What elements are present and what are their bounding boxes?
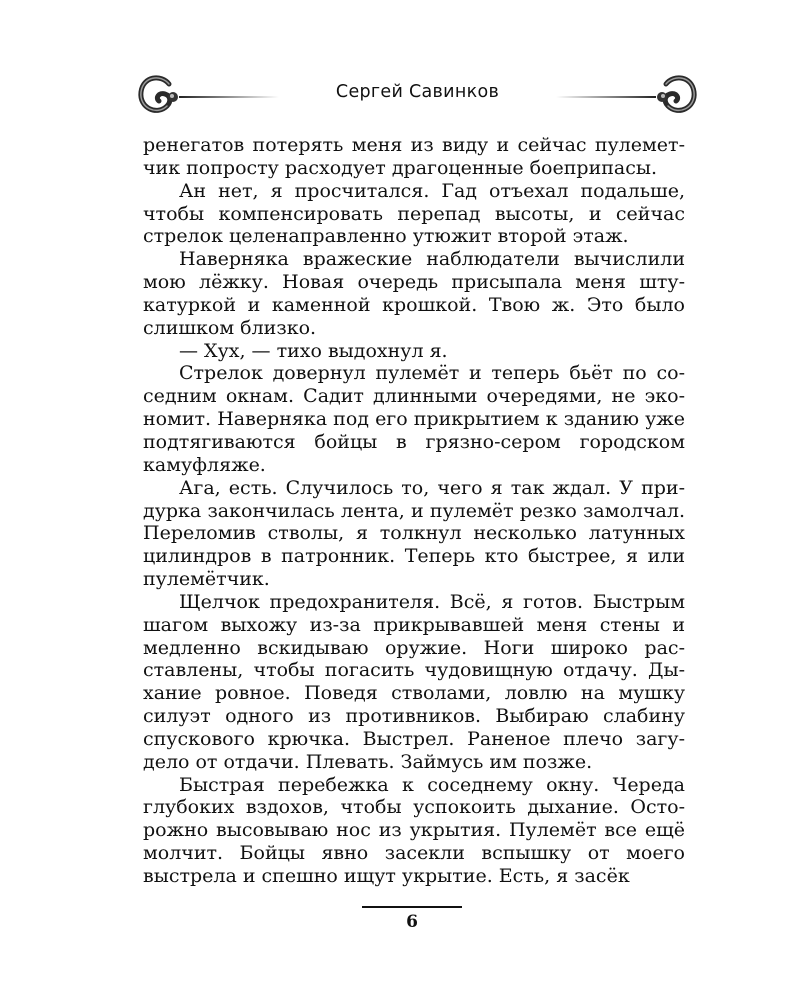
paragraph: Щелчок предохранителя. Всё, я готов. Быстрым шагом выхожу из-за прикрывавшей меня стены и медленно вскидываю оружие. Ноги широко расставлены, чтобы погасить чудовищную отдачу. Дыхание ровное. Поведя стволами, ловлю на мушку силуэт одного из противников. Выбираю слабину спускового крючка. Выстрел. Раненое плечо загудело от отдачи. Плевать. Займусь им позже.: [143, 590, 685, 773]
running-head-author: Сергей Савинков: [335, 82, 500, 102]
paragraph: Наверняка вражеские наблюдатели вычислили мою лёжку. Новая очередь присыпала меня штукатуркой и каменной крошкой. Твою ж. Это было слишком близко.: [143, 248, 685, 339]
paragraph: Быстрая перебежка к соседнему окну. Череда глубоких вздохов, чтобы успокоить дыхание. Осторожно высовываю нос из укрытия. Пулемёт все ещё молчит. Бойцы явно засекли вспышку от моего выстрела и спешно ищут укрытие. Есть, я засёк: [143, 773, 685, 887]
body-text: [143, 134, 685, 888]
paragraph: ренегатов потерять меня из виду и сейчас пулеметчик попросту расходует драгоценные боеприпасы.: [143, 134, 685, 179]
paragraph: Ага, есть. Случилось то, чего я так ждал. У придурка закончилась лента, и пулемёт резко замолчал. Переломив стволы, я толкнул несколько латунных цилиндров в патронник. Теперь кто быстрее, я или пулемётчик.: [143, 476, 685, 591]
right-ornament-icon: [550, 70, 700, 120]
page-number: 6: [406, 912, 418, 932]
paragraph: — Хух, — тихо выдохнул я.: [179, 339, 448, 362]
paragraph: Стрелок довернул пулемёт и теперь бьёт по соседним окнам. Садит длинными очередями, не экономит. Наверняка под его прикрытием к зданию уже подтягиваются бойцы в грязно-сером городском камуфляже.: [143, 362, 685, 476]
running-header: [135, 70, 700, 120]
folio-rule: [362, 906, 462, 908]
paragraph: Ан нет, я просчитался. Гад отъехал подальше, чтобы компенсировать перепад высоты, и сейчас стрелок целенаправленно утюжит второй этаж.: [143, 179, 685, 248]
